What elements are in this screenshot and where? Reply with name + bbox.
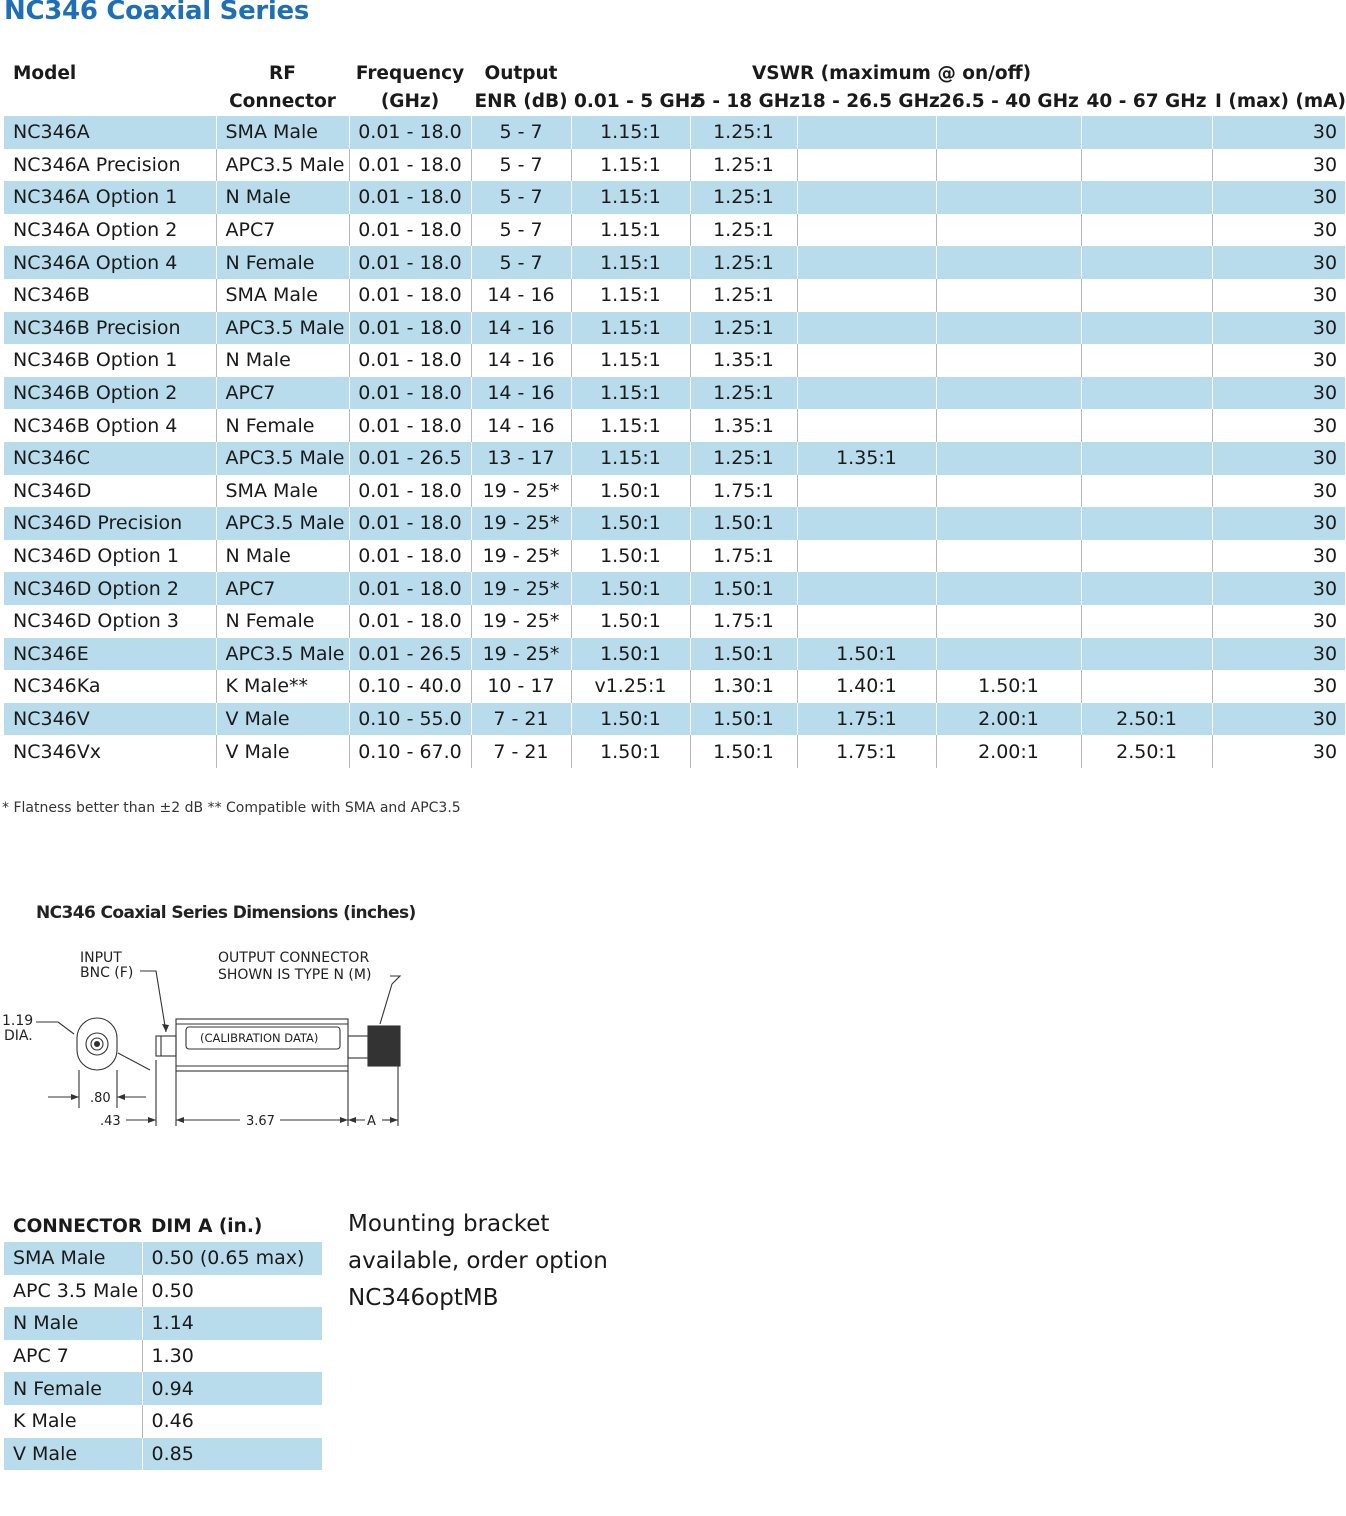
cell-imax: 30 (1212, 638, 1345, 671)
cell-v2: 1.35:1 (690, 344, 797, 377)
cell-model: NC346D (13, 479, 92, 502)
cell-freq: 0.01 - 18.0 (349, 246, 471, 279)
header-output-line1: Output (484, 63, 558, 84)
cell-v3: 1.50:1 (797, 638, 936, 671)
cell-v3 (797, 572, 936, 605)
cell-v5 (1081, 279, 1212, 312)
cell-connector: APC7 (216, 214, 349, 247)
table-row (4, 279, 1345, 312)
cell-connector: APC7 (216, 572, 349, 605)
table-row (4, 507, 1345, 540)
cell-v3 (797, 475, 936, 508)
table-row (4, 572, 1345, 605)
table-row (4, 442, 1345, 475)
cell-v5: 2.50:1 (1081, 735, 1212, 768)
cell-v4 (936, 605, 1081, 638)
cell-dim-a: 0.46 (142, 1405, 322, 1438)
cell-freq: 0.01 - 26.5 (349, 638, 471, 671)
cell-v5 (1081, 475, 1212, 508)
cell-v5 (1081, 377, 1212, 410)
cell-freq: 0.10 - 55.0 (349, 703, 471, 736)
cell-v2: 1.25:1 (690, 312, 797, 345)
table-row (4, 377, 1345, 410)
cell-v4 (936, 214, 1081, 247)
cell-model: NC346B (13, 284, 90, 307)
cell-imax: 30 (1212, 540, 1345, 573)
cell-imax: 30 (1212, 181, 1345, 214)
cell-model: NC346V (4, 703, 216, 736)
cell-imax: 30 (1212, 116, 1345, 149)
cell-v4 (936, 344, 1081, 377)
cell-freq: 0.01 - 18.0 (349, 214, 471, 247)
cell-connector: N Male (4, 1307, 142, 1340)
cell-v3: 1.75:1 (797, 735, 936, 768)
cell-v4: 1.50:1 (936, 670, 1081, 703)
header-imax: I (max) (mA) (1215, 91, 1346, 112)
table-row (4, 214, 1345, 247)
cell-imax: 30 (1212, 377, 1345, 410)
table-row (4, 703, 1345, 736)
cell-freq: 0.01 - 18.0 (349, 605, 471, 638)
cell-enr: 5 - 7 (471, 181, 571, 214)
cell-model: NC346B Option 4 (13, 414, 178, 437)
cell-v4 (936, 246, 1081, 279)
dim-table (4, 1210, 322, 1470)
cell-v4 (936, 442, 1081, 475)
cell-v2: 1.30:1 (690, 670, 797, 703)
cell-v4 (936, 507, 1081, 540)
cell-imax: 30 (1212, 572, 1345, 605)
cell-freq: 0.01 - 18.0 (349, 409, 471, 442)
cell-imax: 30 (1212, 149, 1345, 182)
cell-v5 (1081, 507, 1212, 540)
page-title: NC346 Coaxial Series (4, 0, 310, 26)
cell-connector: N Male (216, 344, 349, 377)
cell-v2: 1.25:1 (690, 181, 797, 214)
mounting-note: Mounting bracket available, order option NC346optMB (348, 1211, 608, 1311)
cell-v4 (936, 540, 1081, 573)
header-freq-line2: (GHz) (380, 91, 440, 112)
table-row (4, 344, 1345, 377)
cell-v2: 1.50:1 (690, 703, 797, 736)
cell-v2: 1.25:1 (690, 214, 797, 247)
cell-connector: APC3.5 Male (216, 507, 349, 540)
cell-freq: 0.10 - 67.0 (349, 735, 471, 768)
cell-imax: 30 (1212, 279, 1345, 312)
cell-connector: APC3.5 Male (216, 638, 349, 671)
cell-connector: V Male (4, 1438, 142, 1471)
cell-v5: 2.50:1 (1081, 703, 1212, 736)
cell-imax: 30 (1212, 442, 1345, 475)
cell-model: NC346A Option 2 (13, 219, 178, 242)
cell-freq: 0.01 - 18.0 (349, 279, 471, 312)
cell-v5 (1081, 214, 1212, 247)
cell-v5 (1081, 605, 1212, 638)
label-calibration: (CALIBRATION DATA) (200, 1031, 319, 1045)
cell-v5 (1081, 638, 1212, 671)
cell-v5 (1081, 409, 1212, 442)
cell-model: NC346D Option 2 (4, 572, 216, 605)
cell-v2: 1.75:1 (690, 540, 797, 573)
cell-freq: 0.10 - 40.0 (349, 670, 471, 703)
cell-freq: 0.01 - 18.0 (349, 344, 471, 377)
cell-v1: 1.15:1 (571, 377, 690, 410)
cell-enr: 5 - 7 (471, 246, 571, 279)
cell-connector: N Male (216, 540, 349, 573)
dim-table-row (4, 1438, 322, 1471)
cell-v1: 1.15:1 (571, 279, 690, 312)
cell-freq: 0.01 - 18.0 (349, 149, 471, 182)
cell-v4 (936, 312, 1081, 345)
label-input-line1: INPUT (80, 950, 122, 966)
cell-model: NC346A (4, 116, 216, 149)
bnc-input-shape (156, 1036, 176, 1056)
cell-dim-a: 0.85 (142, 1438, 322, 1471)
cell-v2: 1.25:1 (690, 149, 797, 182)
cell-imax: 30 (1212, 246, 1345, 279)
cell-freq: 0.01 - 18.0 (349, 377, 471, 410)
cell-v3 (797, 214, 936, 247)
cell-enr: 19 - 25* (471, 638, 571, 671)
cell-v4 (936, 409, 1081, 442)
cell-v3 (797, 116, 936, 149)
cell-v1: 1.50:1 (571, 572, 690, 605)
cell-imax: 30 (1212, 475, 1345, 508)
cell-v2: 1.35:1 (690, 409, 797, 442)
cell-enr: 14 - 16 (471, 344, 571, 377)
cell-model: NC346A Option 4 (4, 246, 216, 279)
cell-v5 (1081, 572, 1212, 605)
cell-v3 (797, 344, 936, 377)
cell-connector: APC 7 (13, 1345, 69, 1368)
cell-dim-a: 0.50 (142, 1275, 322, 1308)
dim-table-row (4, 1405, 322, 1438)
cell-enr: 14 - 16 (471, 377, 571, 410)
cell-freq: 0.01 - 18.0 (349, 507, 471, 540)
dim-table-row (4, 1372, 322, 1405)
cell-connector: APC 3.5 Male (13, 1279, 139, 1302)
cell-dim-a: 0.94 (142, 1372, 322, 1405)
dim-table-row (4, 1275, 322, 1308)
cell-v3: 1.75:1 (797, 703, 936, 736)
cell-v3 (797, 279, 936, 312)
cell-model: NC346Vx (13, 740, 101, 763)
cell-v5 (1081, 344, 1212, 377)
cell-imax: 30 (1212, 703, 1345, 736)
cell-enr: 5 - 7 (471, 116, 571, 149)
cell-v2: 1.75:1 (690, 475, 797, 508)
cell-connector: SMA Male (216, 116, 349, 149)
cell-v2: 1.50:1 (690, 572, 797, 605)
cell-model: NC346D Precision (4, 507, 216, 540)
cell-enr: 19 - 25* (471, 572, 571, 605)
cell-dim-a: 1.14 (142, 1307, 322, 1340)
cell-freq: 0.01 - 18.0 (349, 181, 471, 214)
cell-v3 (797, 377, 936, 410)
cell-enr: 13 - 17 (471, 442, 571, 475)
table-row (4, 735, 1345, 768)
output-connector-shape (368, 1026, 400, 1066)
cell-connector: APC3.5 Male (216, 149, 349, 182)
cell-model: NC346C (4, 442, 216, 475)
table-row (4, 670, 1345, 703)
cell-v2: 1.25:1 (690, 442, 797, 475)
cell-v1: 1.15:1 (571, 149, 690, 182)
cell-v5 (1081, 540, 1212, 573)
cell-freq: 0.01 - 18.0 (349, 312, 471, 345)
cell-imax: 30 (1212, 507, 1345, 540)
cell-v5 (1081, 442, 1212, 475)
cell-connector: SMA Male (216, 279, 349, 312)
spec-table (4, 60, 1345, 768)
cell-dim-a: 1.30 (142, 1340, 322, 1373)
cell-connector: N Female (216, 605, 349, 638)
cell-v1: 1.15:1 (571, 181, 690, 214)
cell-v3 (797, 246, 936, 279)
table-row (4, 475, 1345, 508)
label-dim-367: 3.67 (246, 1114, 275, 1129)
cell-enr: 5 - 7 (471, 149, 571, 182)
cell-imax: 30 (1212, 605, 1345, 638)
header-rf-line1: RF (269, 63, 296, 84)
cell-model: NC346E (4, 638, 216, 671)
cell-v1: 1.15:1 (571, 344, 690, 377)
label-dim-80: .80 (90, 1091, 111, 1106)
cell-freq: 0.01 - 26.5 (349, 442, 471, 475)
cell-imax: 30 (1212, 409, 1345, 442)
cell-v3 (797, 149, 936, 182)
cell-v3 (797, 540, 936, 573)
cell-connector: APC7 (216, 377, 349, 410)
cell-enr: 5 - 7 (471, 214, 571, 247)
cell-model: NC346Ka (13, 675, 101, 698)
cell-connector: V Male (216, 735, 349, 768)
cell-model: NC346D Option 1 (13, 545, 179, 568)
table-row (4, 409, 1345, 442)
table-row (4, 605, 1345, 638)
cell-enr: 7 - 21 (471, 735, 571, 768)
cell-v4 (936, 116, 1081, 149)
cell-v4 (936, 149, 1081, 182)
header-vswr-band: 40 - 67 GHz (1086, 91, 1207, 112)
table-row (4, 312, 1345, 345)
cell-v4: 2.00:1 (936, 735, 1081, 768)
cell-v1: 1.15:1 (571, 246, 690, 279)
cell-v1: 1.50:1 (571, 540, 690, 573)
cell-v5 (1081, 116, 1212, 149)
dimensions-caption: NC346 Coaxial Series Dimensions (inches) (36, 903, 416, 923)
cell-model: NC346A Precision (13, 153, 181, 176)
header-output-line2: ENR (dB) (474, 91, 568, 112)
cell-v4 (936, 181, 1081, 214)
cell-connector: K Male (13, 1410, 77, 1433)
cell-v3: 1.40:1 (797, 670, 936, 703)
cell-v2: 1.75:1 (690, 605, 797, 638)
cell-connector: N Female (4, 1372, 142, 1405)
cell-v2: 1.50:1 (690, 735, 797, 768)
cell-v4: 2.00:1 (936, 703, 1081, 736)
cell-model: NC346B Precision (4, 312, 216, 345)
cell-v4 (936, 377, 1081, 410)
cell-v5 (1081, 246, 1212, 279)
table-row (4, 638, 1345, 671)
cell-v5 (1081, 181, 1212, 214)
header-freq-line1: Frequency (355, 63, 465, 84)
header-model: Model (13, 63, 77, 84)
cell-v5 (1081, 149, 1212, 182)
cell-v2: 1.25:1 (690, 377, 797, 410)
cell-v1: 1.50:1 (571, 735, 690, 768)
cell-connector: APC3.5 Male (216, 312, 349, 345)
cell-model: NC346A Option 1 (4, 181, 216, 214)
cell-model: NC346B Option 1 (13, 349, 178, 372)
cell-enr: 19 - 25* (471, 540, 571, 573)
cell-v3 (797, 181, 936, 214)
cell-freq: 0.01 - 18.0 (349, 540, 471, 573)
cell-connector: APC3.5 Male (216, 442, 349, 475)
cell-enr: 14 - 16 (471, 312, 571, 345)
cell-v1: 1.15:1 (571, 214, 690, 247)
cell-v2: 1.25:1 (690, 246, 797, 279)
cell-imax: 30 (1212, 312, 1345, 345)
cell-enr: 14 - 16 (471, 279, 571, 312)
cell-model: NC346D Option 3 (13, 610, 179, 633)
cell-v1: v1.25:1 (571, 670, 690, 703)
header-vswr-band: 5 - 18 GHz (693, 91, 801, 112)
table-row (4, 246, 1345, 279)
cell-v1: 1.50:1 (571, 638, 690, 671)
dim-table-row (4, 1307, 322, 1340)
cell-v3 (797, 409, 936, 442)
cell-imax: 30 (1212, 670, 1345, 703)
table-row (4, 116, 1345, 149)
label-dia: DIA. (4, 1028, 33, 1044)
cell-enr: 10 - 17 (471, 670, 571, 703)
cell-model: NC346B Option 2 (4, 377, 216, 410)
cell-v2: 1.25:1 (690, 279, 797, 312)
label-output-line2: SHOWN IS TYPE N (M) (218, 967, 372, 983)
cell-freq: 0.01 - 18.0 (349, 116, 471, 149)
cell-connector: K Male** (216, 670, 349, 703)
cell-connector: V Male (216, 703, 349, 736)
cell-v2: 1.25:1 (690, 116, 797, 149)
cell-v3 (797, 605, 936, 638)
cell-v4 (936, 638, 1081, 671)
cell-v1: 1.15:1 (571, 312, 690, 345)
cell-v2: 1.50:1 (690, 507, 797, 540)
cell-v1: 1.15:1 (571, 442, 690, 475)
cell-v1: 1.15:1 (571, 409, 690, 442)
cell-v4 (936, 279, 1081, 312)
cell-connector: SMA Male (216, 475, 349, 508)
label-output-line1: OUTPUT CONNECTOR (218, 950, 370, 966)
cell-v1: 1.50:1 (571, 605, 690, 638)
table-row (4, 540, 1345, 573)
cell-dim-a: 0.50 (0.65 max) (142, 1242, 322, 1275)
cell-enr: 14 - 16 (471, 409, 571, 442)
cell-v2: 1.50:1 (690, 638, 797, 671)
dim-table-row (4, 1340, 322, 1373)
dim-header-dim-a: DIM A (in.) (151, 1215, 263, 1237)
cell-v1: 1.15:1 (571, 116, 690, 149)
cell-connector: SMA Male (4, 1242, 142, 1275)
table-row (4, 181, 1345, 214)
table-row (4, 149, 1345, 182)
dimension-drawing (0, 940, 420, 1140)
header-rf-line2: Connector (229, 91, 336, 112)
cell-enr: 19 - 25* (471, 507, 571, 540)
label-input-line2: BNC (F) (80, 965, 134, 981)
cell-v3 (797, 312, 936, 345)
cell-v4 (936, 475, 1081, 508)
cell-v1: 1.50:1 (571, 475, 690, 508)
cell-freq: 0.01 - 18.0 (349, 475, 471, 508)
dim-table-row (4, 1242, 322, 1275)
cell-enr: 19 - 25* (471, 605, 571, 638)
cell-v1: 1.50:1 (571, 703, 690, 736)
dim-header-connector: CONNECTOR (13, 1215, 143, 1237)
label-dim-43: .43 (100, 1114, 121, 1129)
cell-enr: 19 - 25* (471, 475, 571, 508)
cell-connector: N Male (216, 181, 349, 214)
cell-imax: 30 (1212, 214, 1345, 247)
cell-v5 (1081, 312, 1212, 345)
cell-freq: 0.01 - 18.0 (349, 572, 471, 605)
footnote: * Flatness better than ±2 dB ** Compatible with SMA and APC3.5 (2, 800, 461, 816)
header-vswr-group: VSWR (maximum @ on/off) (751, 63, 1032, 84)
cell-imax: 30 (1212, 735, 1345, 768)
header-vswr-band: 18 - 26.5 GHz (800, 91, 940, 112)
cell-connector: N Female (216, 409, 349, 442)
cell-v5 (1081, 670, 1212, 703)
cell-enr: 7 - 21 (471, 703, 571, 736)
cell-imax: 30 (1212, 344, 1345, 377)
header-vswr-band: 0.01 - 5 GHz (574, 91, 701, 112)
cell-connector: N Female (216, 246, 349, 279)
cell-v3: 1.35:1 (797, 442, 936, 475)
label-dia-value: 1.19 (2, 1013, 34, 1029)
cell-v3 (797, 507, 936, 540)
label-dim-a: A (367, 1114, 376, 1129)
cell-v4 (936, 572, 1081, 605)
header-vswr-band: 26.5 - 40 GHz (939, 91, 1079, 112)
cell-v1: 1.50:1 (571, 507, 690, 540)
